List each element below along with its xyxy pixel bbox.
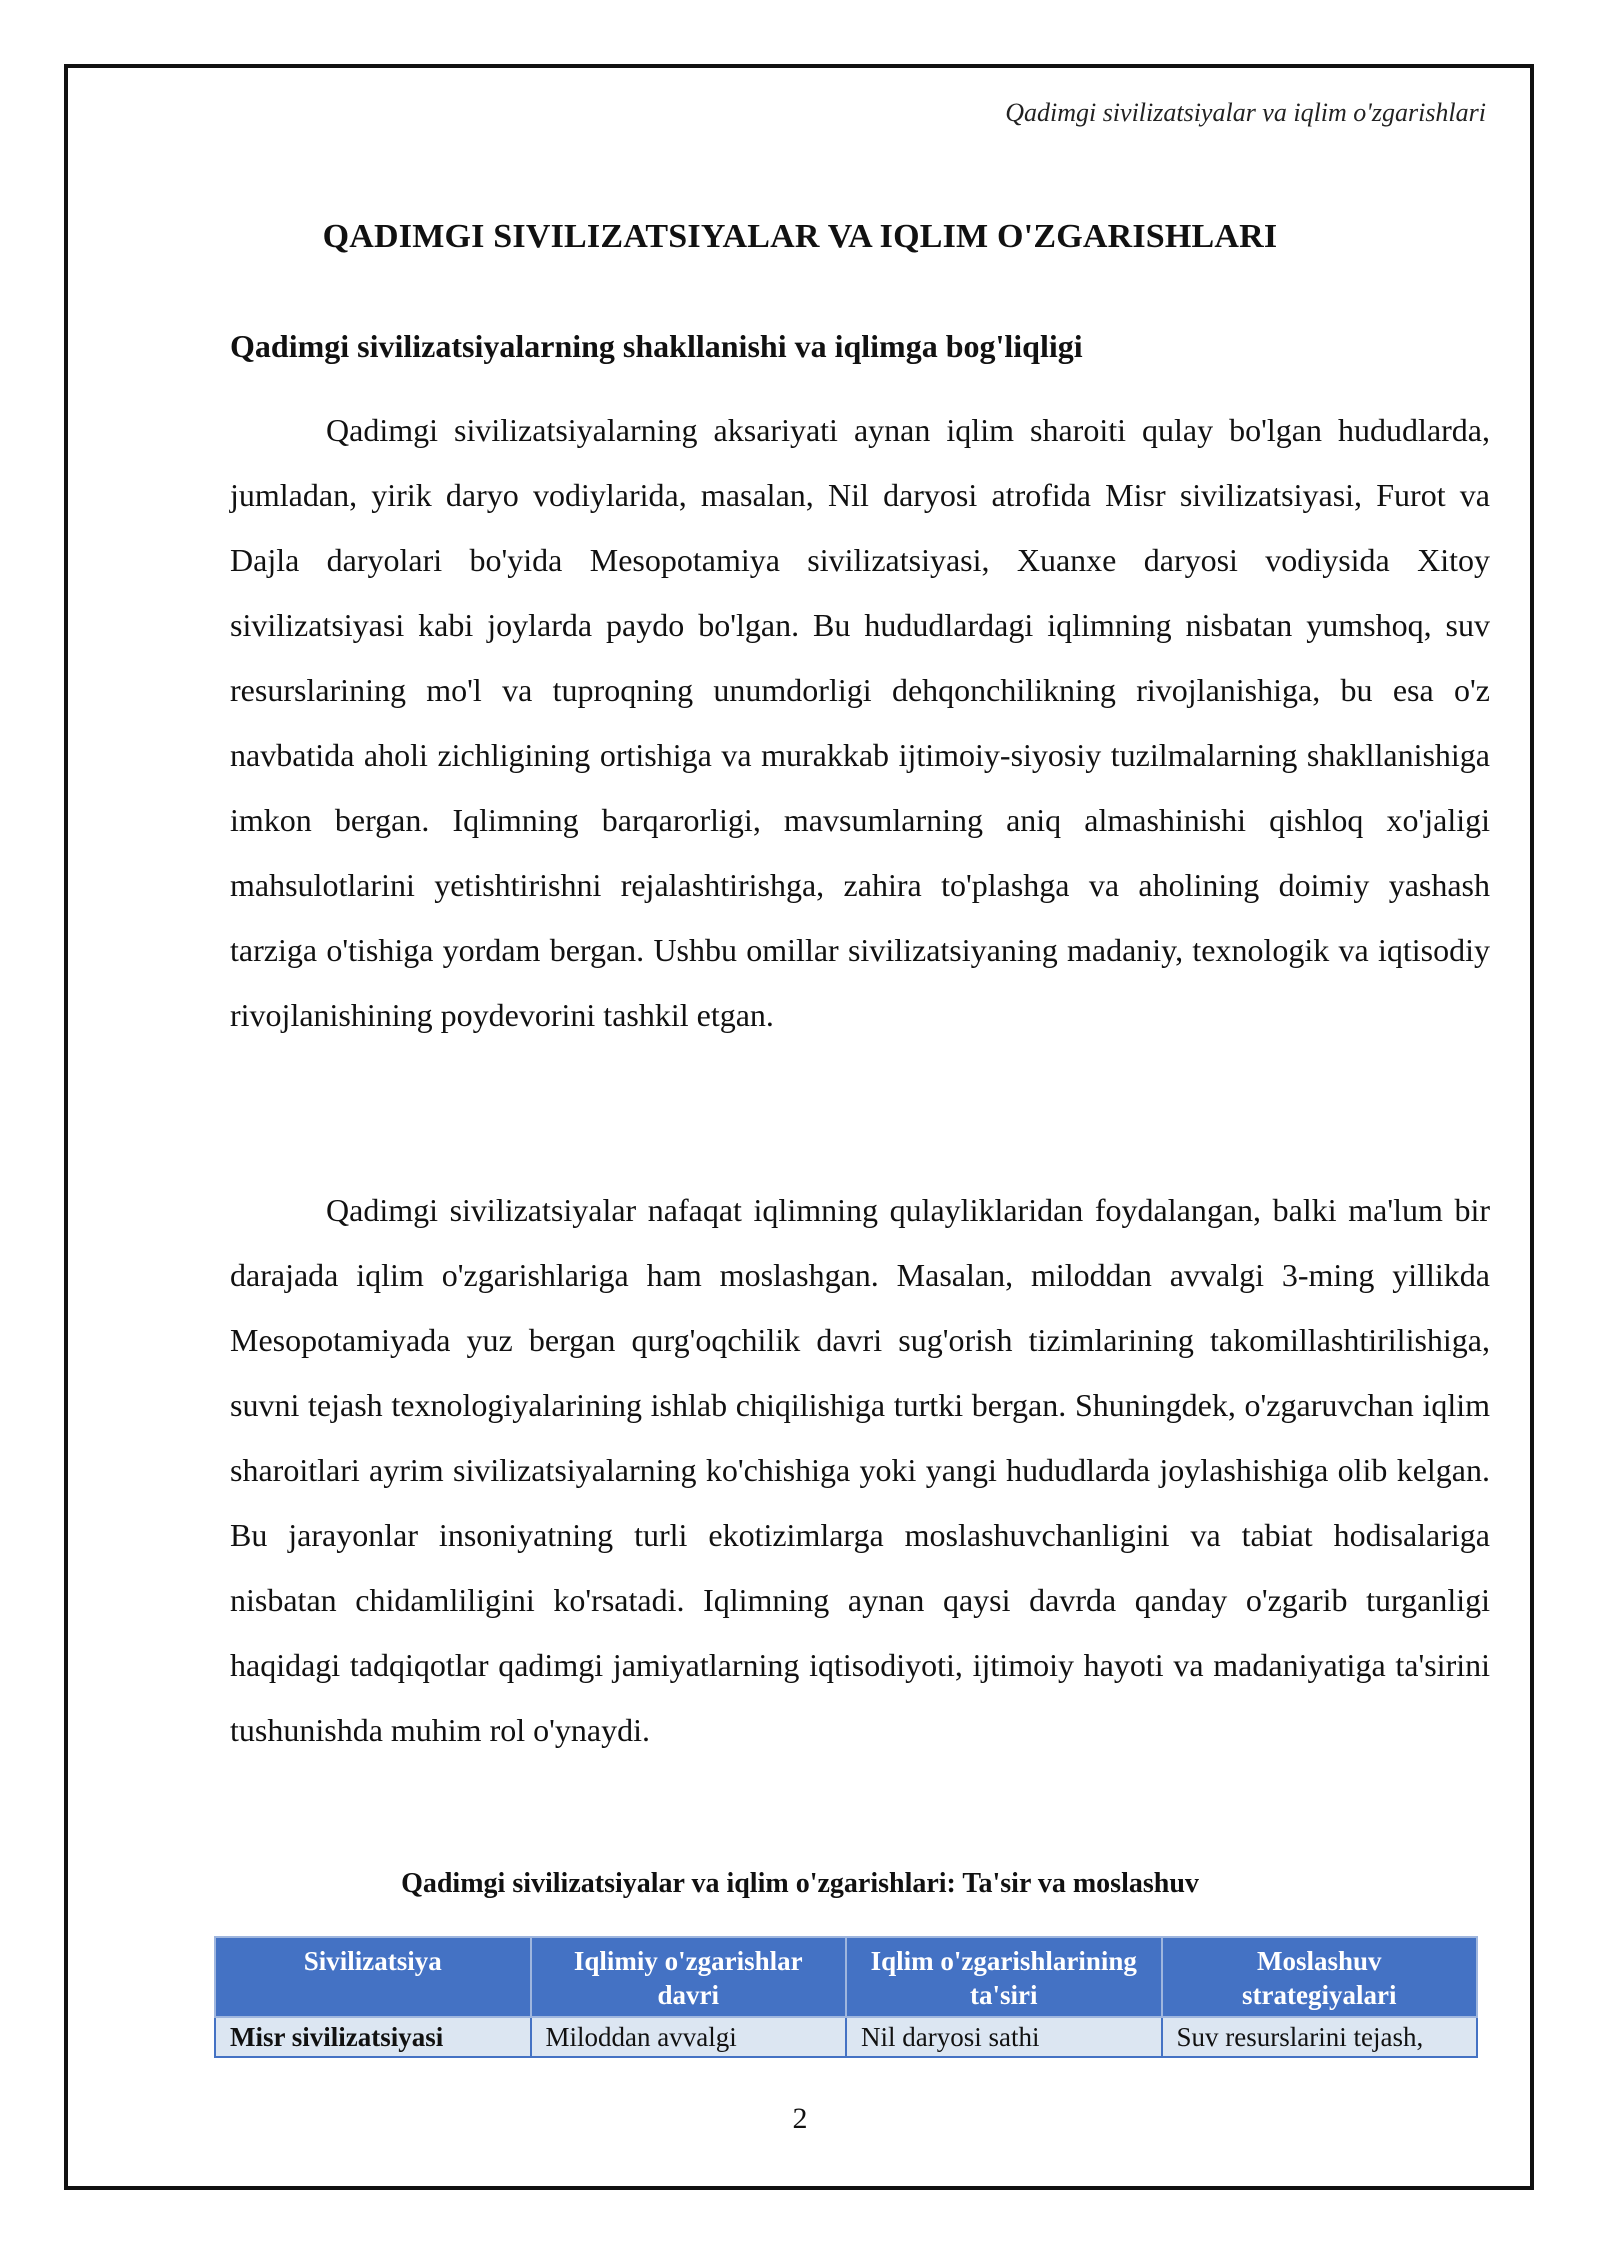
table-cell: Misr sivilizatsiyasi (215, 2017, 531, 2057)
table-header-cell: Iqlim o'zgarishlarining ta'siri (846, 1937, 1162, 2017)
table-cell: Miloddan avvalgi (531, 2017, 847, 2057)
document-title: QADIMGI SIVILIZATSIYALAR VA IQLIM O'ZGARISHLARI (322, 218, 1278, 255)
table-header-row (215, 1937, 1477, 2017)
table-header-cell: Sivilizatsiya (215, 1937, 531, 2017)
climate-adaptation-table (214, 1936, 1478, 2058)
section-heading: Qadimgi sivilizatsiyalarning shakllanishi va iqlimga bog'liqligi (230, 328, 1083, 364)
table-cell: Nil daryosi sathi (846, 2017, 1162, 2057)
table-cell: Suv resurslarini tejash, (1162, 2017, 1478, 2057)
running-header: Qadimgi sivilizatsiyalar va iqlim o'zgarishlari (1005, 98, 1486, 127)
table-header-cell: Moslashuv strategiyalari (1162, 1937, 1478, 2017)
body-paragraph: Qadimgi sivilizatsiyalar nafaqat iqlimning qulayliklaridan foydalangan, balki ma'lum bir darajada iqlim o'zgarishlariga ham moslashgan. Masalan, miloddan avvalgi 3-ming yillikda Mesopotamiyada yuz bergan qurg'oqchilik davri sug'orish tizimlarining takomillashtirilishiga, suvni tejash texnologiyalarining ishlab chiqilishiga turtki bergan. Shuningdek, o'zgaruvchan iqlim sharoitlari ayrim sivilizatsiyalarning ko'chishiga yoki yangi hududlarda joylashishiga olib kelgan. Bu jarayonlar insoniyatning turli ekotizimlarga moslashuvchanligini va tabiat hodisalariga nisbatan chidamliligini ko'rsatadi. Iqlimning aynan qaysi davrda qanday o'zgarib turganligi haqidagi tadqiqotlar qadimgi jamiyatlarning iqtisodiyoti, ijtimoiy hayoti va madaniyatiga ta'sirini tushunishda muhim rol o'ynaydi. (230, 1192, 1490, 1748)
body-paragraph: Qadimgi sivilizatsiyalarning aksariyati aynan iqlim sharoiti qulay bo'lgan hududlarda, jumladan, yirik daryo vodiylarida, masalan, Nil daryosi atrofida Misr sivilizatsiyasi, Furot va Dajla daryolari bo'yida Mesopotamiya sivilizatsiyasi, Xuanxe daryosi vodiysida Xitoy sivilizatsiyasi kabi joylarda paydo bo'lgan. Bu hududlardagi iqlimning nisbatan yumshoq, suv resurslarining mo'l va tuproqning unumdorligi dehqonchilikning rivojlanishiga, bu esa o'z navbatida aholi zichligining ortishiga va murakkab ijtimoiy-siyosiy tuzilmalarning shakllanishiga imkon bergan. Iqlimning barqarorligi, mavsumlarning aniq almashinishi qishloq xo'jaligi mahsulotlarini yetishtirishni rejalashtirishga, zahira to'plashga va aholining doimiy yashash tarziga o'tishiga yordam bergan. Ushbu omillar sivilizatsiyaning madaniy, texnologik va iqtisodiy rivojlanishining poydevorini tashkil etgan. (230, 412, 1490, 1033)
table-row (215, 2017, 1477, 2057)
table-caption: Qadimgi sivilizatsiyalar va iqlim o'zgarishlari: Ta'sir va moslashuv (401, 1868, 1199, 1899)
page-number: 2 (792, 2102, 808, 2135)
table-header-cell: Iqlimiy o'zgarishlar davri (531, 1937, 847, 2017)
